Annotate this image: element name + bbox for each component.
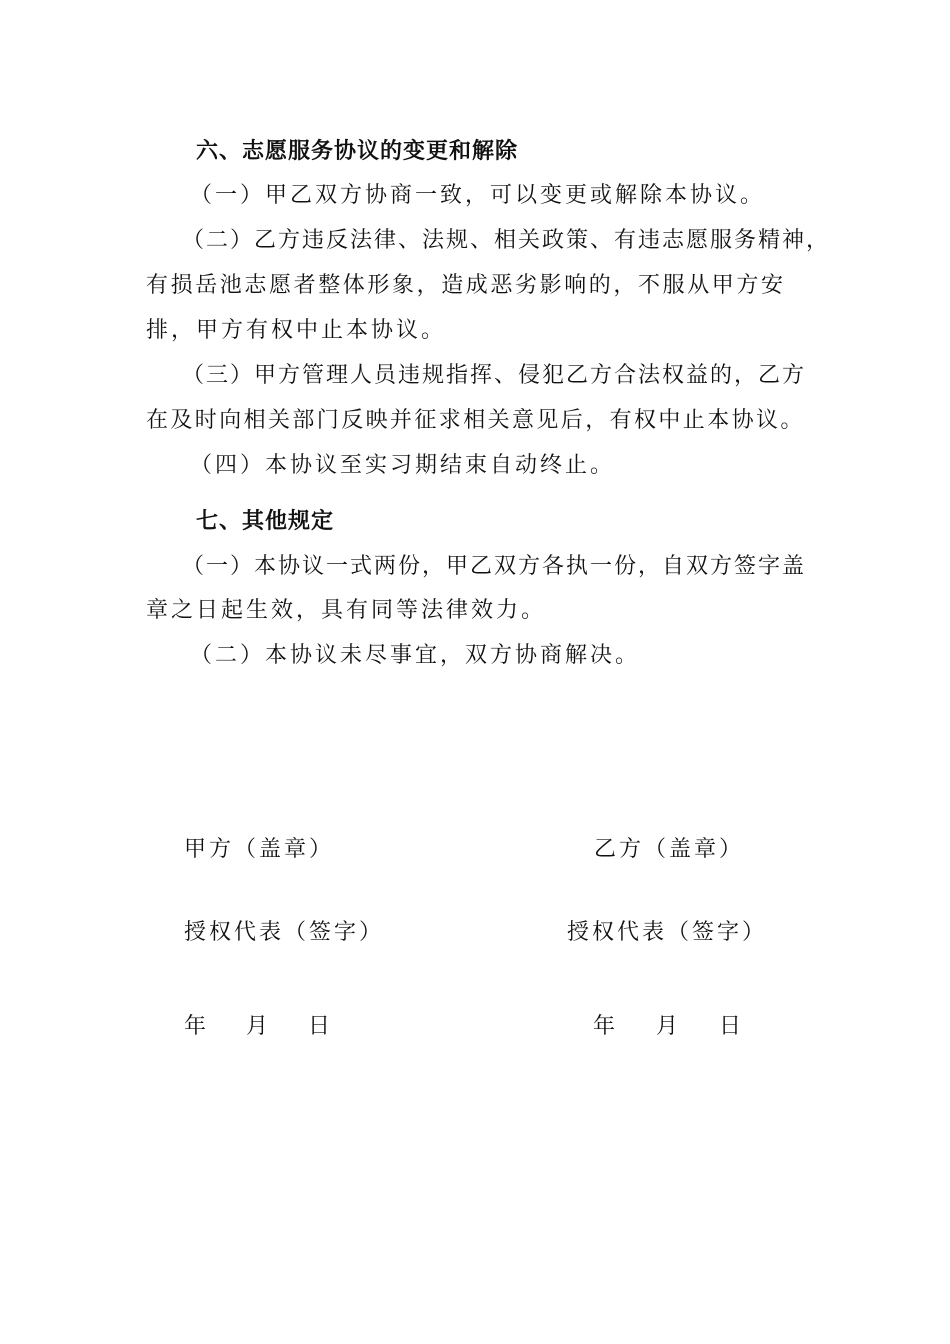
party-a-date-line: [184, 1013, 333, 1041]
party-a-representative-label: 授权代表（签字）: [184, 920, 385, 945]
party-b-month-label: 月: [656, 1014, 682, 1039]
party-a-day-label: 日: [308, 1014, 334, 1039]
section-6-clause-2-line-1: （二）乙方违反法律、法规、相关政策、有违志愿服务精神，: [182, 228, 831, 253]
section-7-clause-1-line-2: 章之日起生效，具有同等法律效力。: [146, 598, 547, 623]
section-7-heading: 七、其他规定: [196, 509, 335, 534]
section-6-clause-3-line-2: 在及时向相关部门反映并征求相关意见后，有权中止本协议。: [146, 408, 805, 433]
party-a-year-label: 年: [184, 1014, 210, 1039]
section-6-clause-2-line-3: 排，甲方有权中止本协议。: [146, 318, 447, 343]
party-b-seal-label: 乙方（盖章）: [594, 837, 745, 862]
section-6-clause-2-line-2: 有损岳池志愿者整体形象，造成恶劣影响的，不服从甲方安: [146, 273, 786, 298]
section-7-clause-2: （二）本协议未尽事宜，双方协商解决。: [190, 643, 641, 668]
party-b-day-label: 日: [719, 1014, 745, 1039]
party-b-representative-label: 授权代表（签字）: [567, 920, 768, 945]
party-b-date-line: [593, 1013, 744, 1041]
party-a-month-label: 月: [246, 1014, 272, 1039]
section-7-clause-1-line-1: （一）本协议一式两份，甲乙双方各执一份，自双方签字盖: [182, 554, 807, 579]
party-b-year-label: 年: [593, 1014, 619, 1039]
section-6-clause-1: （一）甲乙双方协商一致，可以变更或解除本协议。: [190, 183, 766, 208]
section-6-clause-3-line-1: （三）甲方管理人员违规指挥、侵犯乙方合法权益的，乙方: [182, 363, 807, 388]
section-6-heading: 六、志愿服务协议的变更和解除: [196, 139, 519, 164]
section-6-clause-4: （四）本协议至实习期结束自动终止。: [190, 453, 616, 478]
party-a-seal-label: 甲方（盖章）: [184, 837, 335, 862]
